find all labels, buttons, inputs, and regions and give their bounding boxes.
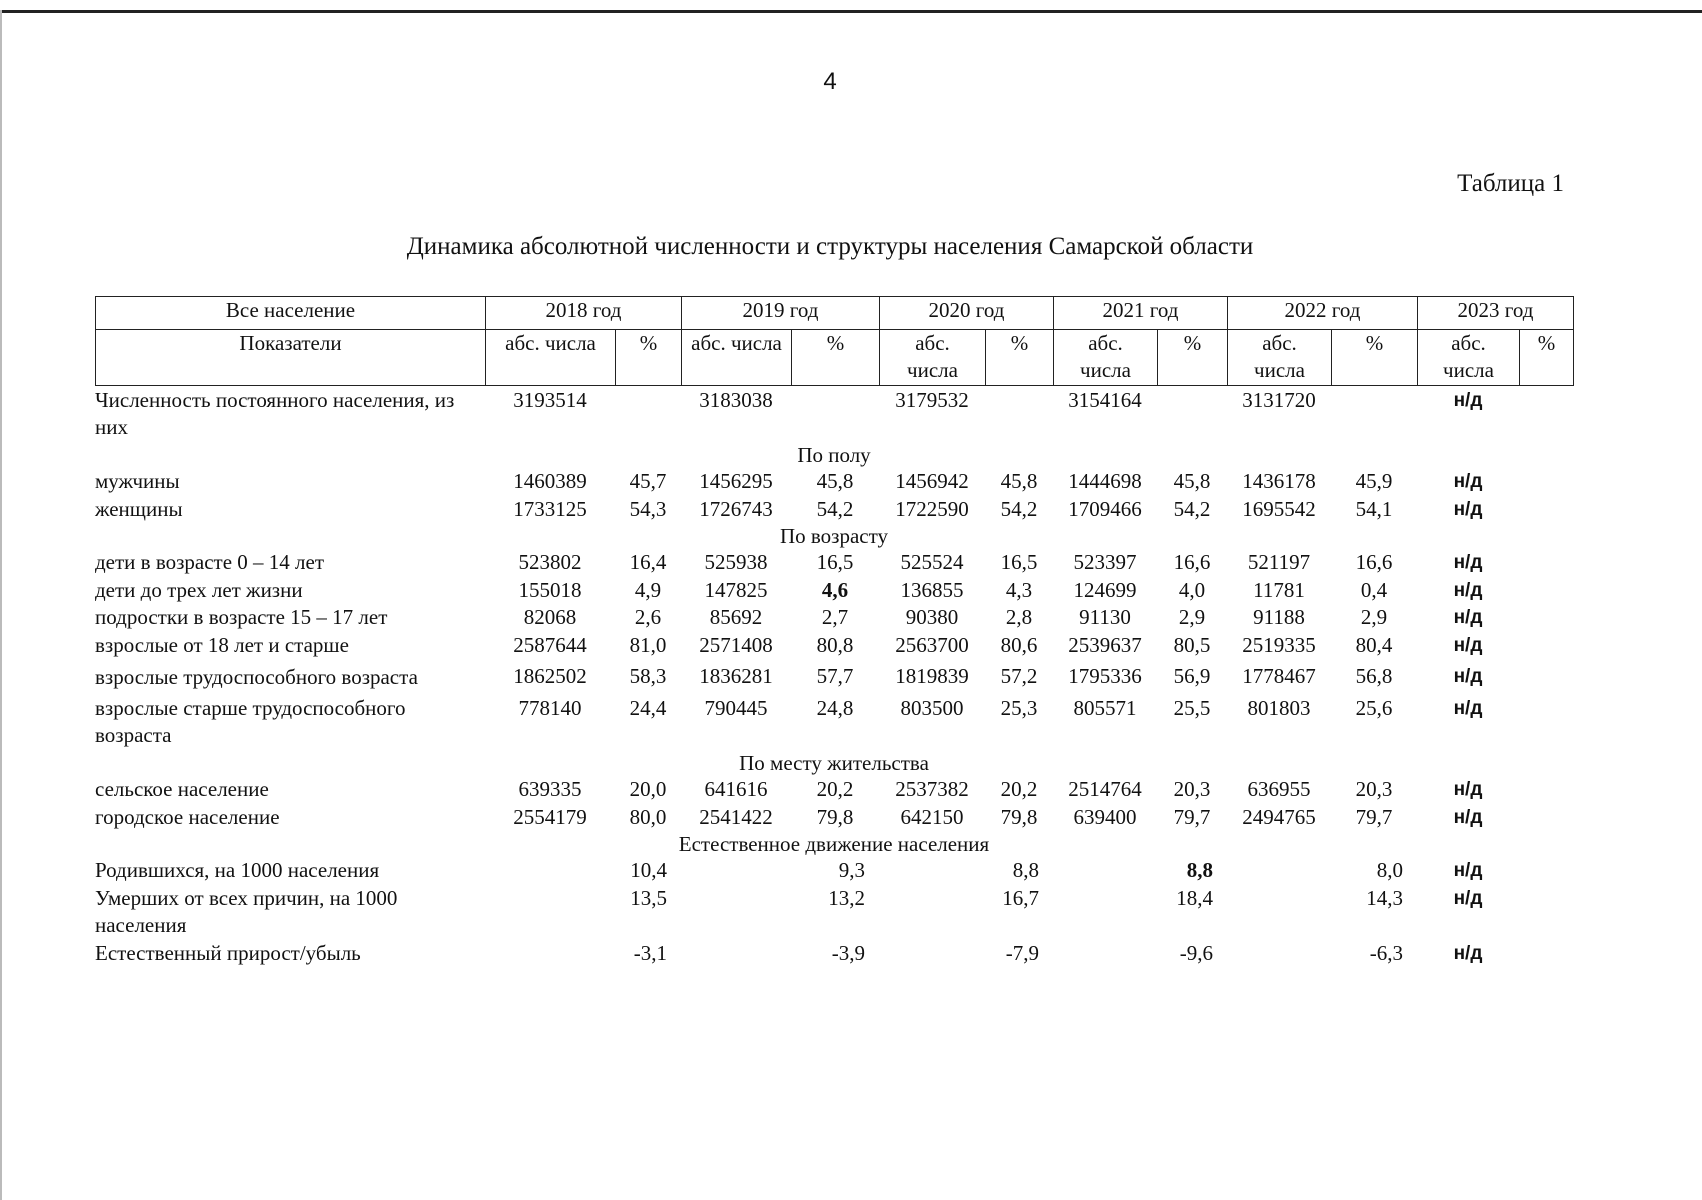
cell-pct: 2,6 [634,605,662,629]
header-abs-2021: абс. числа [1054,330,1158,386]
cell-pct: 2,9 [1360,605,1388,629]
cell-abs: 1695542 [1242,496,1316,521]
cell-abs: 1456942 [895,469,969,493]
cell-pct: 4,0 [1178,577,1206,602]
row-label: дети в возрасте 0 – 14 лет [95,550,325,575]
cell-abs: 85692 [709,605,763,629]
cell-rate: 8,8 [1012,858,1039,882]
cell-abs: 1444698 [1068,469,1142,493]
cell-pct: 4,9 [634,577,662,602]
row-label: взрослые от 18 лет и старше [95,632,349,657]
cell-abs: 521197 [1247,550,1311,574]
cell-abs: 2571408 [699,632,773,657]
row-label: дети до трех лет жизни [95,577,303,602]
page-top-border [0,10,1702,13]
header-pct-2018: % [616,330,682,386]
cell-rate: -7,9 [1005,940,1039,965]
cell-pct: 56,9 [1173,664,1211,689]
cell-total-2020: 3179532 [895,388,969,412]
table-row [95,857,1573,885]
cell-abs: 639335 [518,777,582,801]
header-year-2022: 2022 год [1228,297,1418,330]
section-sex: По полу [797,443,871,467]
cell-abs: 1795336 [1068,664,1142,689]
header-abs-2022: абс. числа [1228,330,1332,386]
cell-pct: 80,0 [629,804,667,829]
header-pct-2023: % [1520,330,1574,386]
cell-abs: 2514764 [1068,777,1142,801]
cell-abs: 91130 [1079,605,1131,629]
cell-abs: 91188 [1253,605,1305,629]
cell-pct: 4,3 [1005,577,1033,602]
table-row [95,885,1573,940]
section-row [95,442,1573,468]
header-abs-2019: абс. числа [682,330,792,386]
cell-pct: 56,8 [1355,664,1393,689]
table-row [95,604,1573,632]
cell-abs: 642150 [900,804,964,829]
cell-abs: 1733125 [513,496,587,521]
row-label: сельское население [95,777,269,802]
cell-total-2021: 3154164 [1068,388,1142,412]
cell-pct: 54,1 [1355,496,1393,521]
cell-pct: 16,4 [629,550,667,574]
table-row [95,695,1573,750]
cell-abs: 636955 [1247,777,1311,801]
table-row [95,776,1573,804]
cell-pct: 54,2 [1000,496,1038,521]
cell-abs: 2587644 [513,632,587,657]
cell-pct: 79,8 [1000,804,1038,829]
cell-pct: 80,8 [816,632,854,657]
cell-total-2023: н/д [1453,390,1483,411]
table-row [95,468,1573,496]
cell-rate: 8,0 [1376,858,1403,882]
cell-pct: 0,4 [1360,577,1388,602]
cell-pct: 20,0 [629,777,667,801]
cell-pct: 20,3 [1355,777,1393,801]
cell-rate: -3,1 [633,940,667,965]
cell-pct: 20,2 [1000,777,1038,801]
cell-abs: 525524 [900,550,964,574]
cell-abs: 147825 [704,577,768,602]
cell-2023: н/д [1453,579,1483,601]
cell-abs: 2541422 [699,804,773,829]
cell-pct: 16,5 [1000,550,1038,574]
cell-abs: 523397 [1073,550,1137,574]
cell-rate: 14,3 [1366,885,1403,910]
cell-rate: -3,9 [831,940,865,965]
cell-abs: 778140 [518,696,582,720]
table-row [95,632,1573,660]
cell-pct: 20,2 [816,777,854,801]
cell-pct: 58,3 [629,664,667,689]
cell-abs: 523802 [518,550,582,574]
cell-pct: 79,7 [1173,804,1211,829]
table-row [95,496,1573,524]
row-label: Умерших от всех причин, на 1000 населения [95,885,398,937]
header-year-2018: 2018 год [486,297,682,330]
cell-pct: 80,5 [1173,632,1211,657]
header-year-2019: 2019 год [682,297,880,330]
header-abs-2018: абс. числа [486,330,616,386]
cell-rate: 18,4 [1176,885,1213,910]
cell-abs: 641616 [704,777,768,801]
cell-abs: 1778467 [1242,664,1316,689]
cell-abs: 136855 [900,577,964,602]
cell-pct: 20,3 [1173,777,1211,801]
header-pct-2022: % [1332,330,1418,386]
row-label: Естественный прирост/убыль [95,940,361,965]
section-age: По возрасту [779,524,889,548]
cell-abs: 11781 [1253,577,1305,602]
cell-2023: н/д [1453,887,1483,909]
header-year-2020: 2020 год [880,297,1054,330]
cell-pct: 16,6 [1173,550,1211,574]
cell-2023: н/д [1453,942,1483,964]
section-row [95,750,1573,776]
cell-pct: 79,8 [816,804,854,829]
table-body [95,387,1573,967]
cell-abs: 1436178 [1242,469,1316,493]
section-natural-movement: Естественное движение населения [678,832,990,856]
header-pct-2020: % [986,330,1054,386]
cell-pct: 16,6 [1355,550,1393,574]
cell-pct: 54,2 [816,496,854,521]
cell-rate: 13,5 [630,885,667,910]
cell-abs: 525938 [704,550,768,574]
header-pct-2019: % [792,330,880,386]
cell-abs: 1819839 [895,664,969,689]
cell-2023: н/д [1453,552,1483,573]
cell-abs: 803500 [900,696,964,720]
row-label: Численность постоянного населения, из них [95,388,455,439]
cell-pct: 80,6 [1000,632,1038,657]
row-label: мужчины [95,469,180,494]
cell-abs: 805571 [1073,696,1137,720]
cell-abs: 2563700 [895,632,969,657]
cell-2023: н/д [1453,471,1483,492]
table-row [95,940,1573,968]
cell-total-2019: 3183038 [699,388,773,412]
cell-2023: н/д [1453,666,1483,688]
cell-2023: н/д [1453,607,1483,628]
table-row [95,549,1573,577]
table-row [95,387,1573,442]
cell-rate: 16,7 [1002,885,1039,910]
cell-abs: 2537382 [895,777,969,801]
header-abs-2020: абс. числа [880,330,986,386]
cell-abs: 2554179 [513,804,587,829]
cell-pct: 25,3 [1000,696,1038,720]
cell-pct: 16,5 [816,550,854,574]
section-row [95,831,1573,857]
section-row [95,523,1573,549]
cell-pct: 57,7 [816,664,854,689]
cell-abs: 1726743 [699,496,773,521]
cell-rate: 8,8 [1186,858,1213,882]
cell-pct: 54,3 [629,496,667,521]
cell-abs: 1456295 [699,469,773,493]
table-header [95,296,1574,386]
cell-abs: 1709466 [1068,496,1142,521]
header-corner-bottom: Показатели [96,330,486,386]
row-label: взрослые трудоспособного возраста [95,664,418,689]
cell-abs: 1836281 [699,664,773,689]
cell-2023: н/д [1453,634,1483,656]
section-residence: По месту жительства [739,751,929,775]
cell-pct: 57,2 [1000,664,1038,689]
cell-pct: 24,8 [816,696,854,720]
cell-pct: 80,4 [1355,632,1393,657]
cell-abs: 1460389 [513,469,587,493]
cell-pct: 45,8 [1000,469,1038,493]
cell-pct: 2,7 [821,605,849,629]
cell-2023: н/д [1453,498,1483,520]
row-label: женщины [95,496,183,521]
cell-pct: 45,9 [1355,469,1393,493]
header-year-2023: 2023 год [1418,297,1574,330]
header-pct-2021: % [1158,330,1228,386]
cell-abs: 790445 [704,696,768,720]
cell-rate: -9,6 [1179,940,1213,965]
cell-total-2022: 3131720 [1242,388,1316,412]
page-number: 4 [823,68,837,95]
row-label: взрослые старше трудоспособного возраста [95,696,406,747]
cell-pct: 24,4 [629,696,667,720]
table-row [95,804,1573,832]
cell-rate: -6,3 [1369,940,1403,965]
page-left-border [0,10,2,1200]
cell-abs: 1722590 [895,496,969,521]
cell-pct: 2,8 [1005,605,1033,629]
cell-pct: 54,2 [1173,496,1211,521]
cell-2023: н/д [1453,860,1483,881]
cell-rate: 13,2 [828,885,865,910]
cell-abs: 2539637 [1068,632,1142,657]
cell-abs: 155018 [518,577,582,602]
cell-pct: 2,9 [1178,605,1206,629]
cell-pct: 45,7 [629,469,667,493]
header-corner-top: Все население [96,297,486,330]
cell-pct: 45,8 [816,469,854,493]
row-label: Родившихся, на 1000 населения [95,858,380,883]
cell-abs: 124699 [1073,577,1137,602]
cell-total-2018: 3193514 [513,388,587,412]
document-title: Динамика абсолютной численности и структуры населения Самарской области [406,233,1254,260]
cell-rate: 9,3 [838,858,865,882]
header-year-2021: 2021 год [1054,297,1228,330]
cell-pct: 81,0 [629,632,667,657]
cell-abs: 801803 [1247,696,1311,720]
table-row [95,659,1573,695]
cell-pct: 79,7 [1355,804,1393,829]
cell-rate: 10,4 [630,858,667,882]
header-abs-2023: абс. числа [1418,330,1520,386]
cell-abs: 90380 [905,605,959,629]
row-label: подростки в возрасте 15 – 17 лет [95,605,388,630]
row-label: городское население [95,804,280,829]
cell-2023: н/д [1453,779,1483,800]
cell-abs: 2494765 [1242,804,1316,829]
cell-abs: 82068 [523,605,577,629]
cell-abs: 2519335 [1242,632,1316,657]
cell-2023: н/д [1453,806,1483,828]
cell-abs: 1862502 [513,664,587,689]
cell-pct: 25,6 [1355,696,1393,720]
cell-abs: 639400 [1073,804,1137,829]
cell-2023: н/д [1453,698,1483,719]
table-row [95,577,1573,605]
cell-pct: 45,8 [1173,469,1211,493]
cell-pct: 4,6 [821,577,849,602]
cell-pct: 25,5 [1173,696,1211,720]
table-label: Таблица 1 [1457,170,1564,197]
